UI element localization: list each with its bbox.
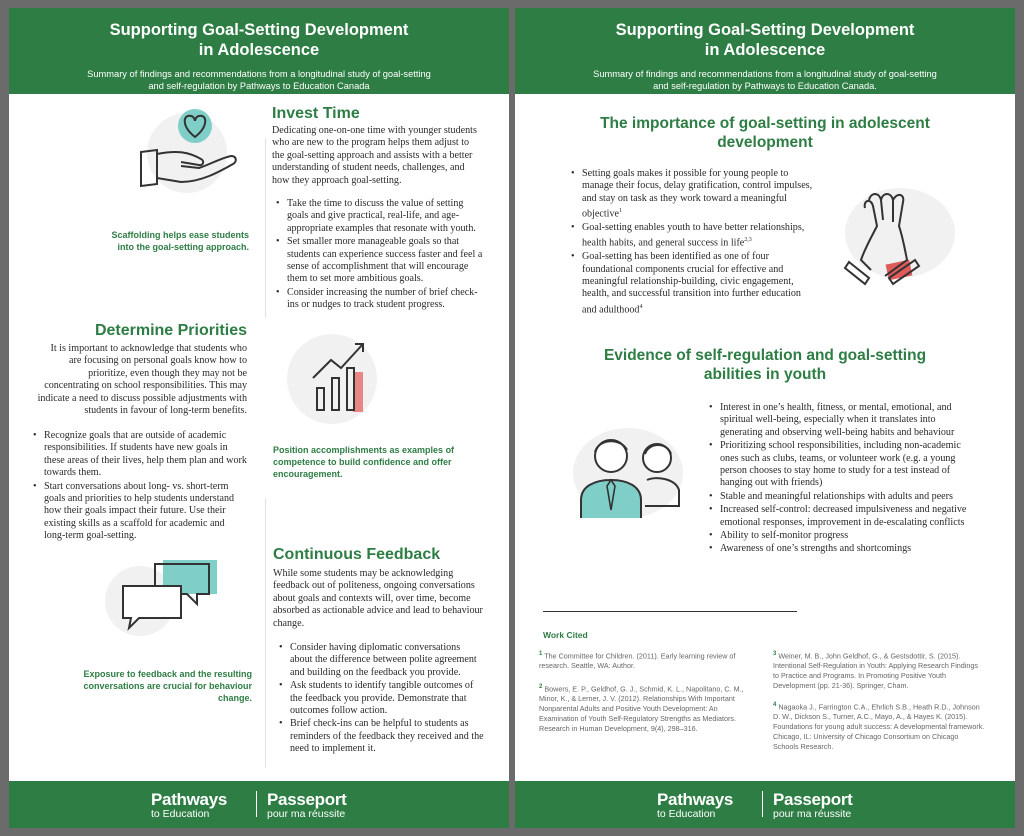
- importance-title-line-2: development: [717, 134, 813, 151]
- logo-passeport-main: Passeport: [267, 790, 347, 809]
- logo-passeport: [267, 791, 347, 820]
- page-subtitle: [9, 68, 509, 92]
- callout-feedback: Exposure to feedback and the resulting conversations are crucial for behaviour change.: [83, 669, 252, 703]
- list-item: • Stable and meaningful relationships with adults and peers: [709, 491, 971, 503]
- list-item: [571, 168, 817, 221]
- logo-passeport-main: Passeport: [773, 790, 853, 809]
- page-footer: [515, 781, 1015, 828]
- list-item: [571, 222, 817, 250]
- title-line-2: in Adolescence: [198, 41, 320, 59]
- page-header: [515, 8, 1015, 94]
- list-item: • Start conversations about long- vs. short-term goals and priorities to help students understand how their goals impact their future. Use their existing skills as a scaffold for academic and long-term goal-setting.: [33, 481, 247, 543]
- section-body-feedback: While some students may be acknowledging feedback out of politeness, ongoing conversations about goals and contexts will, over time, become absorbed as actionable advice and lead to behaviour change.: [273, 568, 483, 629]
- logo-divider: [762, 791, 763, 817]
- high-five-icon: [841, 186, 931, 296]
- reference-item: [539, 649, 749, 671]
- logo-pathways-sub: to Education: [657, 808, 716, 820]
- section-body-invest: Dedicating one-on-one time with younger students who are new to the program helps them adjust to the goal-setting approach and assists with a better understanding of student needs, challenges, and how they approach goal-setting.: [272, 125, 477, 186]
- callout-accomplishments: Position accomplishments as examples of competence to build confidence and offer encouragement.: [273, 445, 455, 479]
- reference-text: Bowers, E. P., Geldhof, G. J., Schmid, K. L., Napolitano, C. M., Minor, K., & Lerner, J. V. (2012). Relationships With Important Nonparental Adults and Positive Youth Development: An Examination of Youth Self-Regulatory Strengths as Mediators. Research in Human Development, 9(4), 298–316.: [539, 684, 744, 734]
- logo-pathways: [151, 791, 227, 820]
- reference-item: [773, 649, 985, 691]
- logo-passeport-sub: pour ma réussite: [773, 808, 852, 820]
- divider: [265, 138, 266, 318]
- list-item: • Interest in one’s health, fitness, or mental, emotional, and spiritual well-being, especially when it translates into generating and observing well-being habits and behaviour: [709, 402, 971, 439]
- reference-number: 3: [773, 651, 777, 657]
- page-subtitle: [515, 68, 1015, 92]
- reference-text: The Committee for Children. (2011). Early learning review of research. Seattle, WA: Author.: [539, 651, 736, 671]
- bullets-evidence: [709, 402, 971, 557]
- list-item: • Prioritizing school responsibilities, including non-academic ones such as clubs, teams, or volunteer work (e.g. a young person chooses to stay home to study for a test instead of hanging out with friends): [709, 440, 971, 490]
- evidence-title-line-2: abilities in youth: [703, 366, 827, 383]
- subtitle-line-2: and self-regulation by Pathways to Education Canada: [148, 81, 370, 91]
- page-footer: [9, 781, 509, 828]
- subtitle-line-1: Summary of findings and recommendations from a longitudinal study of goal-setting: [593, 69, 937, 79]
- bullets-invest: [276, 198, 486, 313]
- page-header: [9, 8, 509, 94]
- title-line-1: Supporting Goal-Setting Development: [109, 21, 409, 39]
- evidence-title-line-1: Evidence of self-regulation and goal-setting: [603, 347, 927, 364]
- bullets-priorities: [33, 430, 247, 544]
- page-title: [515, 8, 1015, 60]
- bullet-text: Setting goals makes it possible for young people to manage their focus, delay gratification, control impulses, and stay on task as they work toward a meaningful objective: [582, 168, 813, 220]
- speech-bubbles-icon: [117, 556, 223, 632]
- reference-text: Nagaoka J., Farrington C.A., Ehrlich S.B., Heath R.D., Johnson D. W., Dickson S., Turner, A.C., Mayo, A., & Hayes K. (2015). Foundations for young adult success: A developmental framework. Chicago, IL: University of Chicago Consortium on Chicago Schools Research.: [773, 702, 985, 752]
- logo-pathways-main: Pathways: [657, 790, 734, 809]
- list-item: • Consider having diplomatic conversations about the difference between polite agreement and building on the feedback you provide.: [279, 642, 485, 679]
- people-icon: [575, 428, 695, 528]
- divider: [265, 498, 266, 768]
- heart-hand-icon: [129, 104, 249, 194]
- list-item: • Increased self-control: decreased impulsiveness and negative emotional responses, improvement in de-escalating conflicts: [709, 504, 971, 529]
- page-left: [9, 8, 509, 828]
- list-item: • Set smaller more manageable goals so that students can experience success faster and feel a sense of accomplishment that will encourage them to set more ambitious goals.: [276, 236, 486, 286]
- callout-scaffolding: Scaffolding helps ease students into the goal-setting approach.: [111, 230, 249, 252]
- section-title-priorities: Determine Priorities: [94, 322, 247, 339]
- section-body-priorities: It is important to acknowledge that students who are focusing on personal goals know how to prioritize, even though they may not be concentrating on school responsibilities. This may indicate a need to discuss possible adjustments with students in favour of long-term benefits.: [37, 343, 247, 417]
- page-right: [515, 8, 1015, 828]
- reference-item: [773, 700, 985, 752]
- section-title-invest: Invest Time: [272, 105, 360, 122]
- subtitle-line-2: and self-regulation by Pathways to Education Canada.: [653, 81, 877, 91]
- reference-item: [539, 682, 749, 734]
- list-item: • Brief check-ins can be helpful to students as reminders of the feedback they received and the need to implement it.: [279, 718, 485, 755]
- footnote-ref: 1: [619, 208, 622, 215]
- list-item: [571, 251, 817, 316]
- logo-passeport: [773, 791, 853, 820]
- list-item: • Recognize goals that are outside of academic responsibilities. If students have new goals in these areas of their lives, help them plan and work towards them.: [33, 430, 247, 480]
- section-title-importance: [535, 114, 995, 152]
- bullet-text: Goal-setting has been identified as one of four foundational components crucial for effective and meaningful relationship-building, civic engagement, health, and successful transition into further education and adulthood: [582, 251, 801, 316]
- list-item: • Take the time to discuss the value of setting goals and give practical, real-life, and age-appropriate examples that resonate with youth.: [276, 198, 486, 235]
- logo-pathways-sub: to Education: [151, 808, 210, 820]
- importance-title-line-1: The importance of goal-setting in adolescent: [600, 115, 930, 132]
- section-title-feedback: Continuous Feedback: [273, 546, 441, 563]
- reference-number: 1: [539, 651, 543, 657]
- title-line-1: Supporting Goal-Setting Development: [615, 21, 915, 39]
- bullets-feedback: [279, 642, 485, 757]
- reference-number: 4: [773, 702, 777, 708]
- section-title-evidence: [535, 346, 995, 384]
- title-line-2: in Adolescence: [704, 41, 826, 59]
- bullet-text: Goal-setting enables youth to have better relationships, health habits, and general success in life: [582, 221, 805, 249]
- list-item: • Ask students to identify tangible outcomes of the feedback you provide. Demonstrate that outcomes follow action.: [279, 680, 485, 717]
- footnote-ref: 2,3: [744, 237, 752, 244]
- logo-pathways-main: Pathways: [151, 790, 228, 809]
- logo-divider: [256, 791, 257, 817]
- list-item: • Consider increasing the number of brief check-ins or nudges to track student progress.: [276, 287, 486, 312]
- list-item: • Awareness of one’s strengths and shortcomings: [709, 543, 971, 555]
- footnote-ref: 4: [639, 303, 643, 310]
- subtitle-line-1: Summary of findings and recommendations from a longitudinal study of goal-setting: [87, 69, 431, 79]
- work-cited-title: Work Cited: [543, 630, 588, 640]
- work-cited-divider: [543, 611, 797, 612]
- logo-pathways: [657, 791, 733, 820]
- bullets-importance: [571, 168, 817, 318]
- logo-passeport-sub: pour ma réussite: [267, 808, 346, 820]
- reference-number: 2: [539, 684, 543, 690]
- growth-chart-icon: [305, 330, 385, 416]
- page-title: [9, 8, 509, 60]
- list-item: • Ability to self-monitor progress: [709, 530, 971, 542]
- reference-text: Weiner, M. B., John Geldhof, G., & Gestsdottir, S. (2015). Intentional Self-Regulation in Youth: Applying Research Findings to Practice and Programs. In Promoting Positive Youth Development (pp. 21-36). Springer, Cham.: [773, 651, 978, 691]
